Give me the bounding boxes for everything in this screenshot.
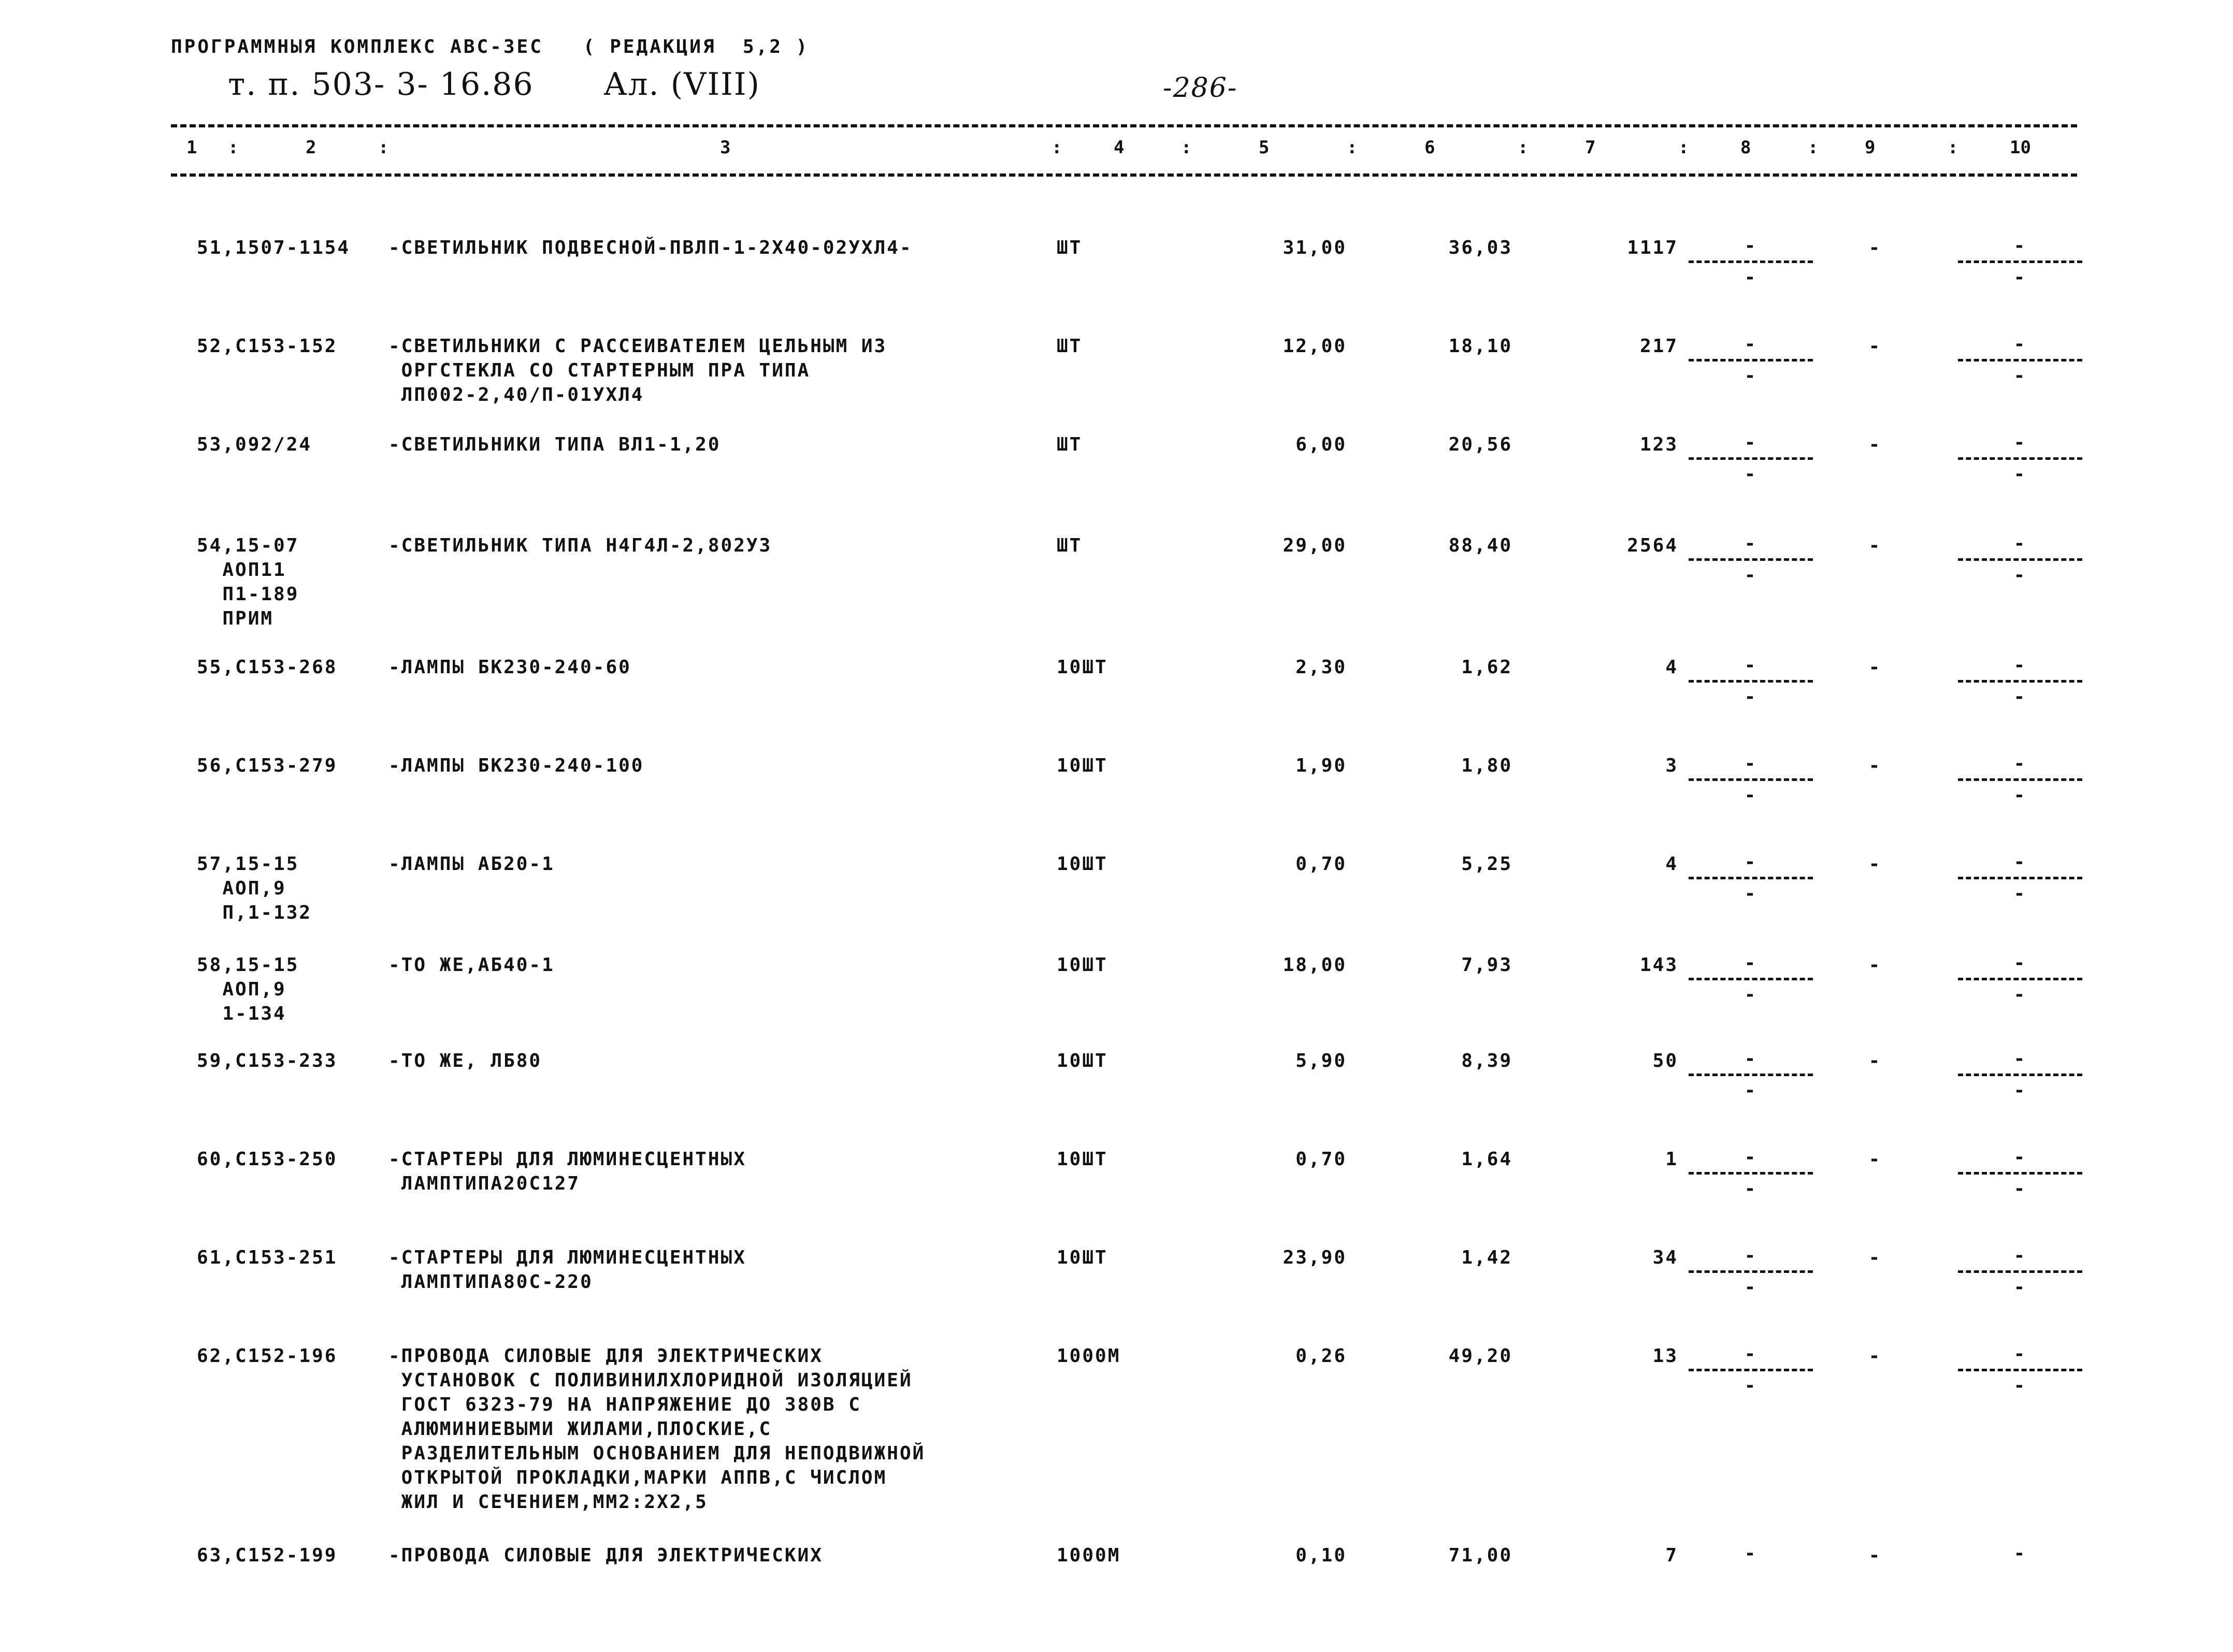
column-10-value-bottom: - — [2013, 785, 2027, 806]
item-unit: 10ШТ — [1057, 657, 1108, 678]
column-8-value-bottom: - — [1744, 463, 1757, 485]
item-code: 60,С153-250 — [197, 1149, 338, 1170]
item-quantity: 29,00 — [1283, 535, 1347, 556]
column-10-value-divider — [1958, 558, 2082, 561]
column-8-value — [1689, 1245, 1813, 1298]
column-header: 9 — [1865, 137, 1876, 158]
column-9-value: - — [1868, 657, 1882, 678]
project-code: т. п. 503- 3- 16.86 — [228, 66, 534, 103]
column-10-value — [1958, 1147, 2082, 1199]
column-header: 6 — [1424, 137, 1435, 158]
column-10-value — [1958, 432, 2082, 485]
item-unit-price: 5,25 — [1461, 853, 1512, 875]
column-8-value — [1689, 533, 1813, 586]
column-separator: : — [1948, 137, 1958, 158]
column-9-value: - — [1868, 1545, 1882, 1566]
column-10-value-divider — [1958, 260, 2082, 263]
item-code: 61,С153-251 — [197, 1247, 338, 1268]
column-10-value — [1958, 655, 2082, 707]
column-10-value-bottom: - — [2013, 564, 2027, 586]
column-8-value-divider — [1689, 978, 1813, 980]
column-header: 3 — [720, 137, 731, 158]
column-8-value-bottom: - — [1744, 1375, 1757, 1396]
column-10-value — [1958, 236, 2082, 288]
page-number: -286- — [1163, 73, 1238, 104]
item-quantity: 12,00 — [1283, 336, 1347, 357]
column-8-value-top: - — [1744, 1343, 1757, 1365]
item-name: -СВЕТИЛЬНИКИ С РАССЕИВАТЕЛЕМ ЦЕЛЬНЫМ ИЗ ОРГСТЕКЛА СО СТАРТЕРНЫМ ПРА ТИПА ЛП002-2,40/П-01УХЛ4 — [388, 336, 887, 405]
item-quantity: 18,00 — [1283, 954, 1347, 976]
column-8-value — [1689, 753, 1813, 806]
column-8-value-top: - — [1744, 1147, 1757, 1168]
item-quantity: 23,90 — [1283, 1247, 1347, 1268]
column-8-value-bottom: - — [1744, 267, 1757, 288]
column-10-value-bottom: - — [2013, 883, 2027, 904]
column-8-value-top: - — [1744, 334, 1757, 355]
column-8-value-bottom: - — [1744, 1277, 1757, 1298]
column-8-value — [1689, 852, 1813, 904]
column-10-value-top: - — [2013, 1245, 2027, 1266]
item-unit: 1000М — [1057, 1545, 1121, 1566]
column-10-value-top: - — [2013, 1343, 2027, 1365]
column-8-value-divider — [1689, 1172, 1813, 1175]
item-unit: 10ШТ — [1057, 1050, 1108, 1071]
item-unit: ШТ — [1057, 237, 1083, 258]
item-name: -ЛАМПЫ АБ20-1 — [388, 853, 555, 875]
item-name: -ТО ЖЕ, ЛБ80 — [388, 1050, 542, 1071]
column-10-value-top: - — [2013, 753, 2027, 774]
column-8-value-bottom: - — [1744, 1178, 1757, 1199]
item-total: 1 — [1665, 1149, 1678, 1170]
column-10-value-bottom: - — [2013, 1080, 2027, 1101]
program-header: ПРОГРАММНЫЯ КОМПЛЕКС АВС-ЗЕС ( РЕДАКЦИЯ 5,2 ) — [171, 36, 810, 57]
item-unit: 10ШТ — [1057, 1149, 1108, 1170]
column-10-value-top: - — [2013, 432, 2027, 453]
column-10-value-bottom: - — [2013, 686, 2027, 707]
column-10-value — [1958, 953, 2082, 1005]
column-10-value-divider — [1958, 1270, 2082, 1273]
item-unit: 10ШТ — [1057, 755, 1108, 776]
column-10-value-divider — [1958, 457, 2082, 460]
column-10-value-top: - — [2013, 851, 2027, 873]
column-8-value-top: - — [1744, 1245, 1757, 1266]
album-number: Ал. (VIII) — [603, 66, 760, 103]
column-10-value-divider — [1958, 1074, 2082, 1076]
column-10-value-top: - — [2013, 655, 2027, 676]
column-8-value-bottom: - — [1744, 785, 1757, 806]
item-code: 62,С152-196 — [197, 1345, 338, 1367]
column-8-value-divider — [1689, 778, 1813, 781]
column-8-value-top: - — [1744, 235, 1757, 256]
column-10-value-divider — [1958, 359, 2082, 361]
column-8-value-divider — [1689, 1074, 1813, 1076]
column-header: 2 — [306, 137, 316, 158]
item-code: 58,15-15 АОП,9 1-134 — [197, 954, 299, 1024]
column-8-value-top: - — [1744, 1048, 1757, 1069]
item-quantity: 6,00 — [1295, 434, 1347, 455]
item-unit: ШТ — [1057, 434, 1083, 455]
item-code: 51,1507-1154 — [197, 237, 351, 258]
item-quantity: 0,70 — [1295, 853, 1347, 875]
column-9-value: - — [1868, 1149, 1882, 1170]
column-8-value — [1689, 1344, 1813, 1396]
column-header: 7 — [1585, 137, 1596, 158]
item-unit: 10ШТ — [1057, 1247, 1108, 1268]
column-10-value — [1958, 753, 2082, 806]
column-10-value-bottom: - — [2013, 984, 2027, 1005]
column-9-value: - — [1868, 1247, 1882, 1268]
column-10-value — [1958, 334, 2082, 386]
column-10-value-divider — [1958, 1369, 2082, 1371]
column-separator: : — [1678, 137, 1689, 158]
column-8-value-top: - — [1744, 1543, 1757, 1564]
item-total: 3 — [1665, 755, 1678, 776]
column-10-value — [1958, 1543, 2082, 1564]
column-header: 1 — [186, 137, 197, 158]
column-separator: : — [1347, 137, 1358, 158]
table-top-rule — [171, 124, 2077, 127]
column-10-value-bottom: - — [2013, 463, 2027, 485]
item-name: -ПРОВОДА СИЛОВЫЕ ДЛЯ ЭЛЕКТРИЧЕСКИХ — [388, 1545, 823, 1566]
item-name: -СТАРТЕРЫ ДЛЯ ЛЮМИНЕСЦЕНТНЫХ ЛАМПТИПА80С-220 — [388, 1247, 746, 1293]
item-unit-price: 18,10 — [1448, 336, 1512, 357]
item-unit-price: 1,62 — [1461, 657, 1512, 678]
column-10-value — [1958, 1245, 2082, 1298]
column-10-value-top: - — [2013, 952, 2027, 974]
column-separator: : — [1181, 137, 1192, 158]
item-unit: 10ШТ — [1057, 954, 1108, 976]
column-9-value: - — [1868, 434, 1882, 455]
column-10-value-bottom: - — [2013, 1277, 2027, 1298]
column-8-value-bottom: - — [1744, 564, 1757, 586]
column-10-value-divider — [1958, 778, 2082, 781]
column-8-value-divider — [1689, 680, 1813, 683]
column-10-value-top: - — [2013, 533, 2027, 554]
column-9-value: - — [1868, 535, 1882, 556]
column-8-value — [1689, 1147, 1813, 1199]
column-8-value-bottom: - — [1744, 883, 1757, 904]
column-10-value-top: - — [2013, 1147, 2027, 1168]
item-unit-price: 8,39 — [1461, 1050, 1512, 1071]
column-10-value-divider — [1958, 877, 2082, 879]
item-total: 1117 — [1627, 237, 1678, 258]
item-code: 56,С153-279 — [197, 755, 338, 776]
item-quantity: 31,00 — [1283, 237, 1347, 258]
column-10-value-divider — [1958, 1172, 2082, 1175]
column-separator: : — [228, 137, 239, 158]
column-8-value-bottom: - — [1744, 1080, 1757, 1101]
item-name: -ЛАМПЫ БК230-240-60 — [388, 657, 631, 678]
column-8-value-top: - — [1744, 533, 1757, 554]
column-8-value-top: - — [1744, 655, 1757, 676]
column-9-value: - — [1868, 755, 1882, 776]
column-9-value: - — [1868, 237, 1882, 258]
column-10-value-top: - — [2013, 334, 2027, 355]
column-10-value-bottom: - — [2013, 1375, 2027, 1396]
column-8-value-bottom: - — [1744, 686, 1757, 707]
item-unit-price: 1,42 — [1461, 1247, 1512, 1268]
item-name: -ПРОВОДА СИЛОВЫЕ ДЛЯ ЭЛЕКТРИЧЕСКИХ УСТАНОВОК С ПОЛИВИНИЛХЛОРИДНОЙ ИЗОЛЯЦИЕЙ ГОСТ 6323-79 НА НАПРЯЖЕНИЕ ДО 380В С АЛЮМИНИЕВЫМИ ЖИЛАМИ,ПЛОСКИЕ,С РАЗДЕЛИТЕЛЬНЫМ ОСНОВАНИЕМ ДЛЯ НЕПОДВИЖНОЙ ОТКРЫТОЙ ПРОКЛАДКИ,МАРКИ АППВ,С ЧИСЛОМ ЖИЛ И СЕЧЕНИЕМ,ММ2:2Х2,5 — [388, 1345, 926, 1513]
item-unit: 10ШТ — [1057, 853, 1108, 875]
column-10-value — [1958, 1344, 2082, 1396]
item-total: 123 — [1639, 434, 1678, 455]
column-8-value-top: - — [1744, 753, 1757, 774]
item-unit-price: 20,56 — [1448, 434, 1512, 455]
item-code: 52,С153-152 — [197, 336, 338, 357]
column-9-value: - — [1868, 1345, 1882, 1367]
column-10-value-divider — [1958, 680, 2082, 683]
item-code: 55,С153-268 — [197, 657, 338, 678]
column-10-value-top: - — [2013, 1048, 2027, 1069]
item-unit: ШТ — [1057, 535, 1083, 556]
column-8-value-bottom: - — [1744, 984, 1757, 1005]
item-name: -ТО ЖЕ,АБ40-1 — [388, 954, 555, 976]
column-9-value: - — [1868, 1050, 1882, 1071]
column-separator: : — [1518, 137, 1529, 158]
item-name: -СВЕТИЛЬНИКИ ТИПА ВЛ1-1,20 — [388, 434, 721, 455]
item-quantity: 2,30 — [1295, 657, 1347, 678]
column-8-value — [1689, 236, 1813, 288]
column-8-value-bottom: - — [1744, 365, 1757, 386]
item-quantity: 0,70 — [1295, 1149, 1347, 1170]
item-total: 13 — [1652, 1345, 1678, 1367]
column-header: 10 — [2010, 137, 2031, 158]
column-8-value-top: - — [1744, 432, 1757, 453]
column-8-value — [1689, 953, 1813, 1005]
column-8-value — [1689, 1049, 1813, 1101]
column-8-value — [1689, 334, 1813, 386]
item-code: 63,С152-199 — [197, 1545, 338, 1566]
column-10-value-top: - — [2013, 1543, 2027, 1564]
column-10-value — [1958, 533, 2082, 586]
item-name: -СВЕТИЛЬНИК ПОДВЕСНОЙ-ПВЛП-1-2Х40-02УХЛ4- — [388, 237, 913, 258]
item-unit-price: 88,40 — [1448, 535, 1512, 556]
column-10-value-bottom: - — [2013, 1178, 2027, 1199]
column-header: 4 — [1114, 137, 1125, 158]
item-total: 143 — [1639, 954, 1678, 976]
item-code: 53,092/24 — [197, 434, 312, 455]
column-8-value-divider — [1689, 1369, 1813, 1371]
item-unit: ШТ — [1057, 336, 1083, 357]
column-8-value-top: - — [1744, 952, 1757, 974]
item-unit-price: 1,64 — [1461, 1149, 1512, 1170]
column-10-value-bottom: - — [2013, 267, 2027, 288]
item-unit-price: 7,93 — [1461, 954, 1512, 976]
column-10-value — [1958, 1049, 2082, 1101]
column-8-value-divider — [1689, 457, 1813, 460]
item-total: 2564 — [1627, 535, 1678, 556]
column-8-value-top: - — [1744, 851, 1757, 873]
item-unit-price: 49,20 — [1448, 1345, 1512, 1367]
column-separator: : — [1808, 137, 1819, 158]
column-separator: : — [378, 137, 389, 158]
item-code: 54,15-07 АОП11 П1-189 ПРИМ — [197, 535, 299, 629]
column-header: 5 — [1259, 137, 1270, 158]
item-total: 7 — [1665, 1545, 1678, 1566]
column-8-value — [1689, 432, 1813, 485]
column-8-value — [1689, 1543, 1813, 1564]
table-header-rule — [171, 173, 2077, 177]
item-name: -СТАРТЕРЫ ДЛЯ ЛЮМИНЕСЦЕНТНЫХ ЛАМПТИПА20С127 — [388, 1149, 746, 1194]
item-total: 4 — [1665, 657, 1678, 678]
column-8-value-divider — [1689, 359, 1813, 361]
item-total: 50 — [1652, 1050, 1678, 1071]
item-name: -СВЕТИЛЬНИК ТИПА Н4Г4Л-2,802УЗ — [388, 535, 772, 556]
item-unit: 1000М — [1057, 1345, 1121, 1367]
column-separator: : — [1051, 137, 1062, 158]
column-8-value-divider — [1689, 260, 1813, 263]
item-name: -ЛАМПЫ БК230-240-100 — [388, 755, 644, 776]
column-8-value — [1689, 655, 1813, 707]
item-unit-price: 71,00 — [1448, 1545, 1512, 1566]
column-10-value-top: - — [2013, 235, 2027, 256]
column-10-value-divider — [1958, 978, 2082, 980]
item-total: 4 — [1665, 853, 1678, 875]
item-quantity: 5,90 — [1295, 1050, 1347, 1071]
item-quantity: 1,90 — [1295, 755, 1347, 776]
column-8-value-divider — [1689, 558, 1813, 561]
column-9-value: - — [1868, 954, 1882, 976]
column-9-value: - — [1868, 336, 1882, 357]
column-8-value-divider — [1689, 877, 1813, 879]
item-quantity: 0,26 — [1295, 1345, 1347, 1367]
item-total: 34 — [1652, 1247, 1678, 1268]
column-10-value-bottom: - — [2013, 365, 2027, 386]
item-code: 57,15-15 АОП,9 П,1-132 — [197, 853, 312, 923]
item-quantity: 0,10 — [1295, 1545, 1347, 1566]
column-9-value: - — [1868, 853, 1882, 875]
item-unit-price: 36,03 — [1448, 237, 1512, 258]
column-10-value — [1958, 852, 2082, 904]
item-total: 217 — [1639, 336, 1678, 357]
item-code: 59,С153-233 — [197, 1050, 338, 1071]
column-header: 8 — [1740, 137, 1751, 158]
column-8-value-divider — [1689, 1270, 1813, 1273]
item-unit-price: 1,80 — [1461, 755, 1512, 776]
